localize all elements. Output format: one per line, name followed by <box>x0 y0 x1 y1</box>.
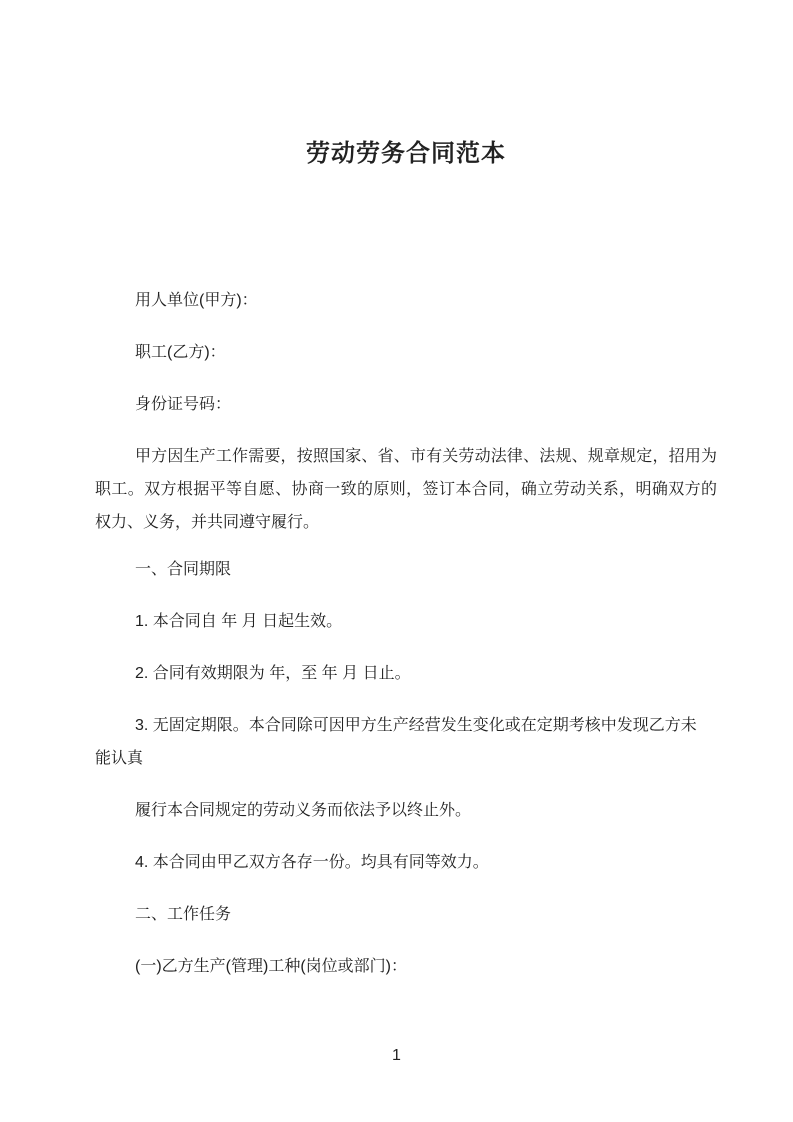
clause-work-type: (一)乙方生产(管理)工种(岗位或部门)： <box>135 958 407 975</box>
clause-4-copies: 4. 本合同由甲乙双方各存一份。均具有同等效力。 <box>135 854 489 871</box>
clause-2-validity-period: 2. 合同有效期限为 年，至 年 月 日止。 <box>135 665 411 682</box>
clause-3-continuation: 履行本合同规定的劳动义务而依法予以终止外。 <box>135 802 472 819</box>
document-content <box>95 0 717 1002</box>
section-heading-contract-term: 一、合同期限 <box>135 561 232 578</box>
section-heading-work-tasks: 二、工作任务 <box>135 906 232 923</box>
field-label-employee: 职工(乙方)： <box>135 344 226 361</box>
intro-paragraph: 甲方因生产工作需要，按照国家、省、市有关劳动法律、法规、规章规定，招用为职工。双方根据平等自愿、协商一致的原则，签订本合同，确立劳动关系，明确双方的权力、义务，并共同遵守履行。 <box>95 448 717 531</box>
field-label-employer: 用人单位(甲方)： <box>135 292 258 309</box>
clause-3-line-2: 能认真 <box>95 750 144 767</box>
document-title: 劳动劳务合同范本 <box>306 140 506 167</box>
clause-3-open-ended-term <box>95 709 717 775</box>
page-number: 1 <box>392 1047 401 1064</box>
clause-1-effective-date: 1. 本合同自 年 月 日起生效。 <box>135 613 343 630</box>
field-label-id-number: 身份证号码： <box>135 396 232 413</box>
clause-3-line-1: 3. 无固定期限。本合同除可因甲方生产经营发生变化或在定期考核中发现乙方未 <box>135 717 697 734</box>
